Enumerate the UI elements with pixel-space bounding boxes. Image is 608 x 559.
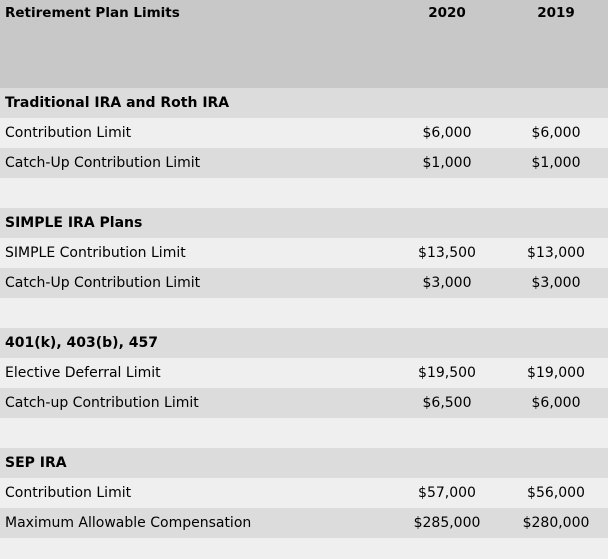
table-row: [0, 238, 608, 268]
section-header-sep-ira: [0, 448, 608, 478]
row-label: Maximum Allowable Compensation: [5, 515, 252, 531]
row-label: SIMPLE Contribution Limit: [5, 245, 186, 261]
value-2019: $56,000: [527, 485, 585, 501]
section-header-401k-403b-457: [0, 328, 608, 358]
value-2020: $6,000: [422, 125, 472, 141]
value-2019: $3,000: [531, 275, 581, 291]
section-title: 401(k), 403(b), 457: [5, 335, 158, 351]
section-title: Traditional IRA and Roth IRA: [5, 95, 230, 111]
table-row: [0, 388, 608, 418]
table-header: [0, 0, 608, 88]
value-2019: $1,000: [531, 155, 581, 171]
value-2020: $1,000: [422, 155, 472, 171]
table-row: [0, 268, 608, 298]
value-2020: $13,500: [418, 245, 476, 261]
section-title: SIMPLE IRA Plans: [5, 215, 143, 231]
value-2019: $6,000: [531, 395, 581, 411]
value-2020: $6,500: [422, 395, 472, 411]
value-2019: $280,000: [522, 515, 590, 531]
row-label: Elective Deferral Limit: [5, 365, 161, 381]
table-title: Retirement Plan Limits: [5, 5, 180, 21]
spacer-row: [0, 298, 608, 328]
row-label: Catch-up Contribution Limit: [5, 395, 199, 411]
column-header-2019: 2019: [537, 5, 575, 21]
table-row: [0, 358, 608, 388]
table-row: [0, 148, 608, 178]
spacer-row: [0, 178, 608, 208]
row-label: Catch-Up Contribution Limit: [5, 275, 201, 291]
value-2019: $19,000: [527, 365, 585, 381]
row-label: Contribution Limit: [5, 485, 132, 501]
value-2020: $285,000: [413, 515, 481, 531]
table-row: [0, 508, 608, 538]
row-label: Catch-Up Contribution Limit: [5, 155, 201, 171]
value-2020: $57,000: [418, 485, 476, 501]
section-header-traditional-roth-ira: [0, 88, 608, 118]
table-row: [0, 478, 608, 508]
spacer-row: [0, 538, 608, 559]
row-label: Contribution Limit: [5, 125, 132, 141]
table-row: [0, 118, 608, 148]
value-2020: $3,000: [422, 275, 472, 291]
column-header-2020: 2020: [428, 5, 466, 21]
section-title: SEP IRA: [5, 455, 67, 471]
section-header-simple-ira: [0, 208, 608, 238]
spacer-row: [0, 418, 608, 448]
value-2020: $19,500: [418, 365, 476, 381]
value-2019: $13,000: [527, 245, 585, 261]
value-2019: $6,000: [531, 125, 581, 141]
